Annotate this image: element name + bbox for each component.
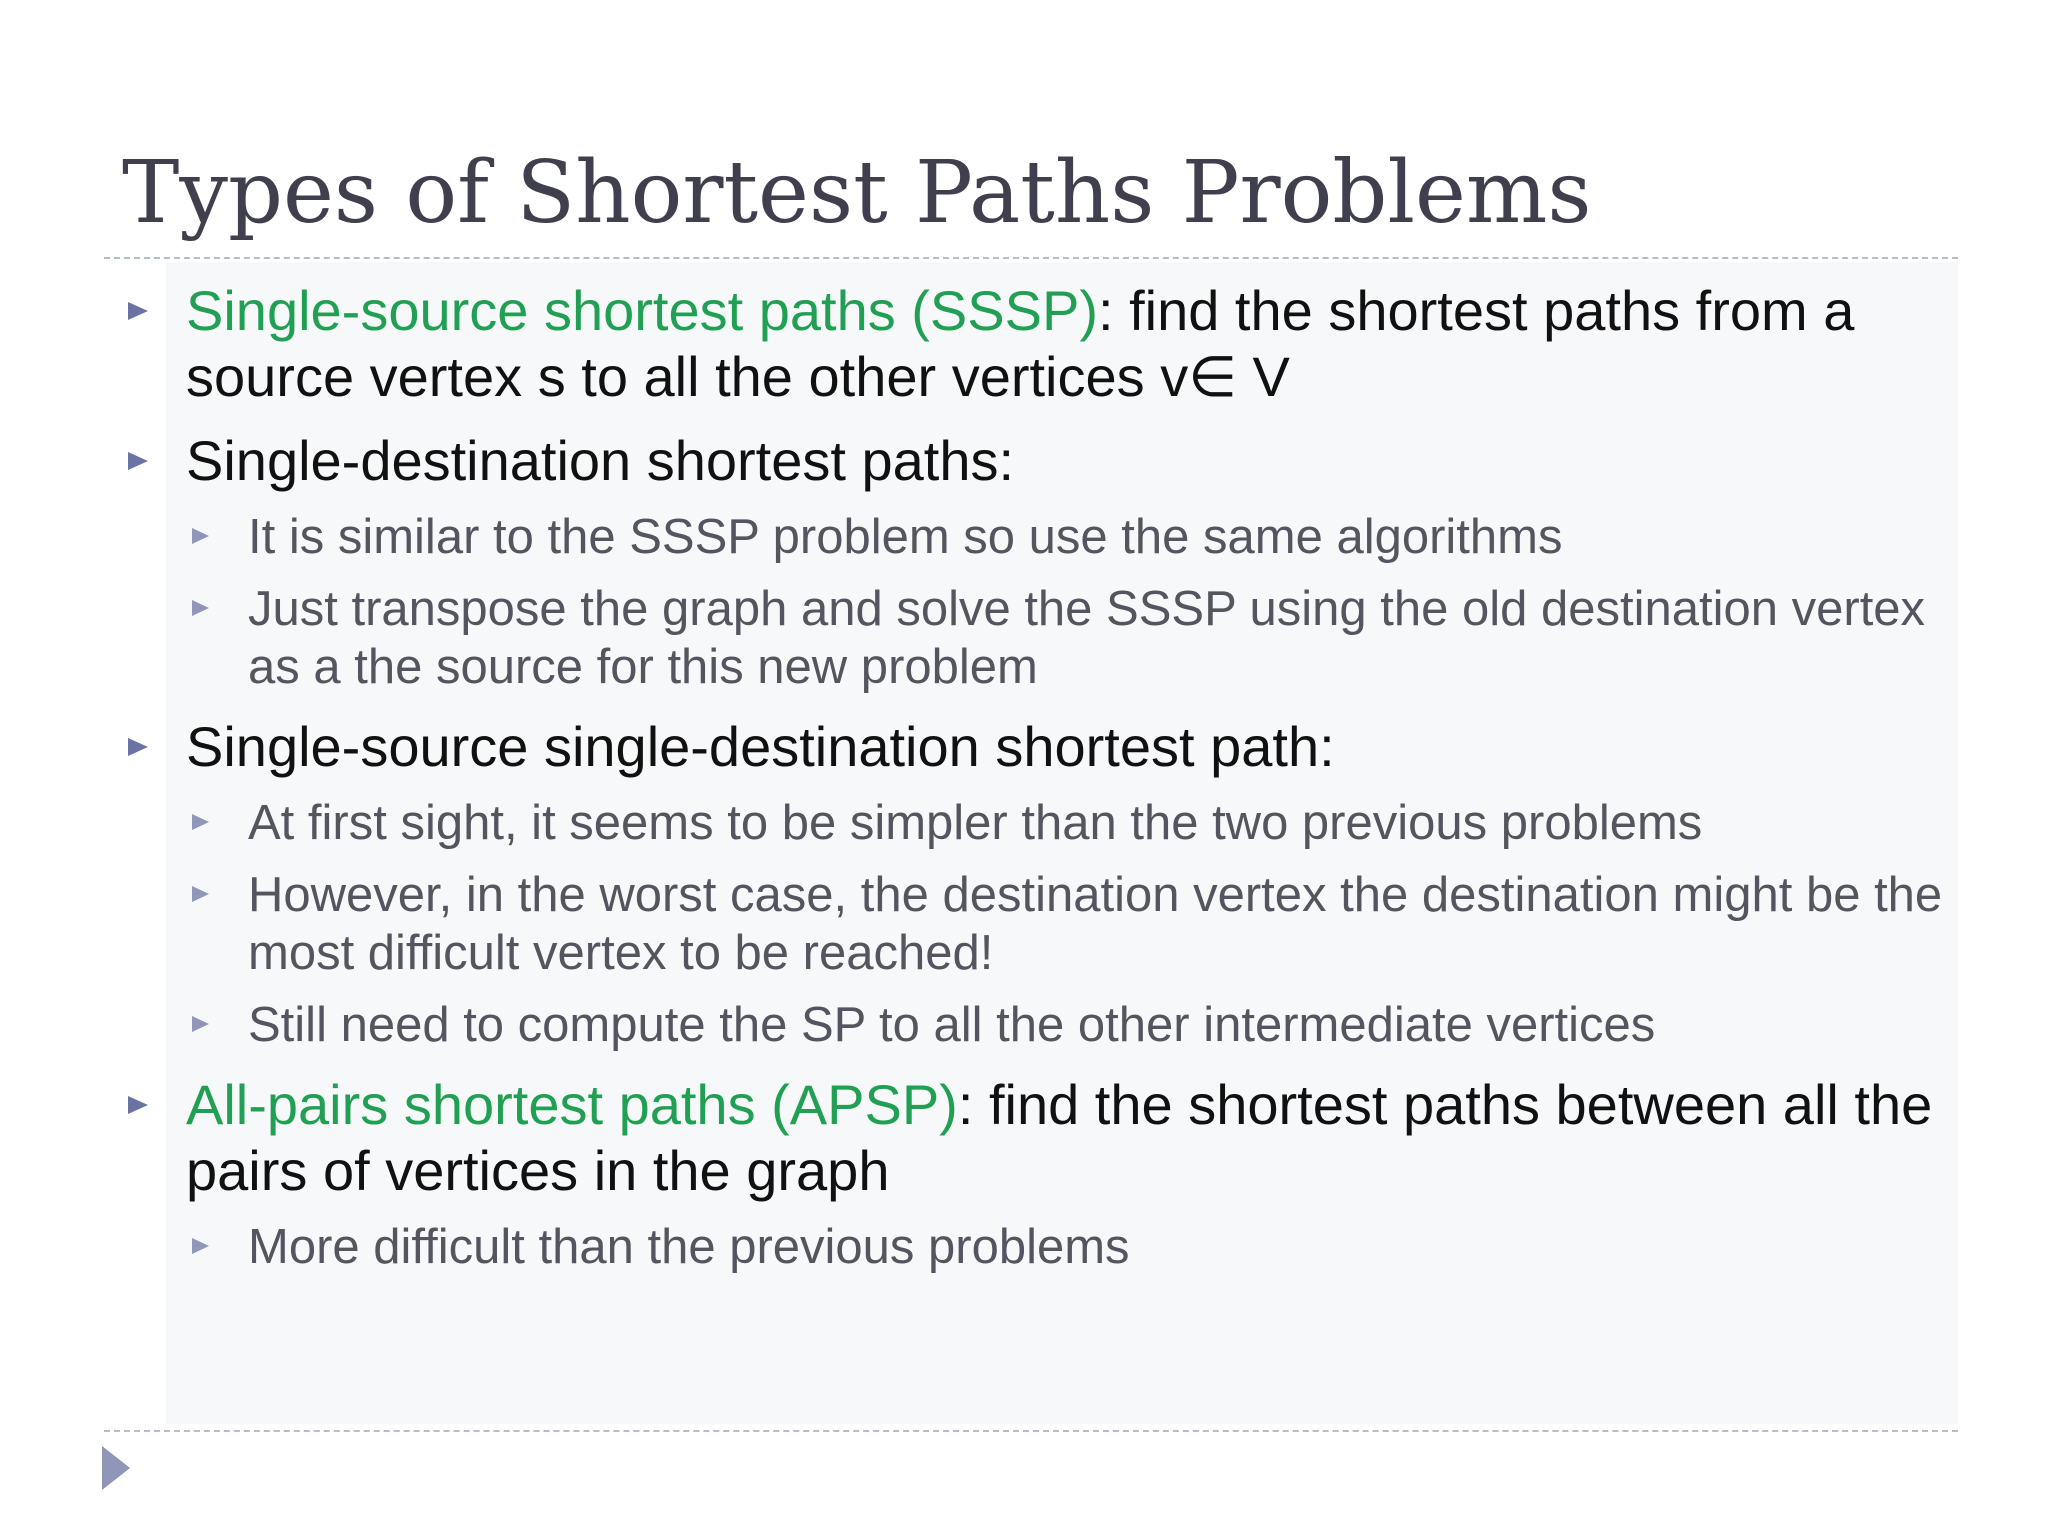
bullet-single-destination-text: Single-destination shortest paths:	[186, 429, 1015, 492]
bullet-sssp-text: : find the shortest paths from a source vertex s to all the other vertices v∈ V	[186, 279, 1855, 408]
bullet-single-source-single-destination	[128, 714, 1948, 780]
title-divider	[104, 257, 1958, 259]
bullet-triangle-icon	[128, 1096, 148, 1114]
sub-bullet	[128, 794, 1948, 852]
sub-bullet-triangle-icon	[192, 1016, 209, 1032]
bullet-apsp-text: : find the shortest paths between all the pairs of vertices in the graph	[186, 1073, 1933, 1202]
sub-bullet-text: Still need to compute the SP to all the other intermediate vertices	[248, 998, 1656, 1052]
bullet-list	[128, 278, 1948, 1276]
sub-bullet-text: It is similar to the SSSP problem so use the same algorithms	[248, 510, 1563, 564]
sub-bullet-triangle-icon	[192, 814, 209, 830]
term-apsp: All-pairs shortest paths (APSP)	[186, 1073, 958, 1136]
bullet-triangle-icon	[128, 302, 148, 320]
sub-bullet-triangle-icon	[192, 528, 209, 544]
sub-bullet-text: Just transpose the graph and solve the SSSP using the old destination vertex as a the source for this new problem	[248, 582, 1926, 694]
bullet-sssp	[128, 278, 1948, 410]
sub-bullet-text: At first sight, it seems to be simpler than the two previous problems	[248, 796, 1703, 850]
sub-bullet-triangle-icon	[192, 1238, 209, 1254]
sub-bullet	[128, 508, 1948, 566]
sub-bullet-text: More difficult than the previous problems	[248, 1220, 1130, 1274]
bullet-single-destination	[128, 428, 1948, 494]
sub-bullet	[128, 1218, 1948, 1276]
term-sssp: Single-source shortest paths (SSSP)	[186, 279, 1098, 342]
sub-bullet	[128, 866, 1948, 982]
sub-bullet	[128, 580, 1948, 696]
footer-divider	[104, 1430, 1958, 1432]
sub-bullet-triangle-icon	[192, 600, 209, 616]
bullet-single-source-single-destination-text: Single-source single-destination shortest path:	[186, 715, 1335, 778]
next-slide-triangle-icon	[102, 1446, 130, 1490]
bullet-apsp	[128, 1072, 1948, 1204]
sub-bullet-triangle-icon	[192, 886, 209, 902]
bullet-triangle-icon	[128, 452, 148, 470]
bullet-triangle-icon	[128, 738, 148, 756]
sub-bullet-text: However, in the worst case, the destination vertex the destination might be the most difficult vertex to be reached!	[248, 868, 1943, 980]
slide-title: Types of Shortest Paths Problems	[122, 143, 1592, 243]
sub-bullet	[128, 996, 1948, 1054]
